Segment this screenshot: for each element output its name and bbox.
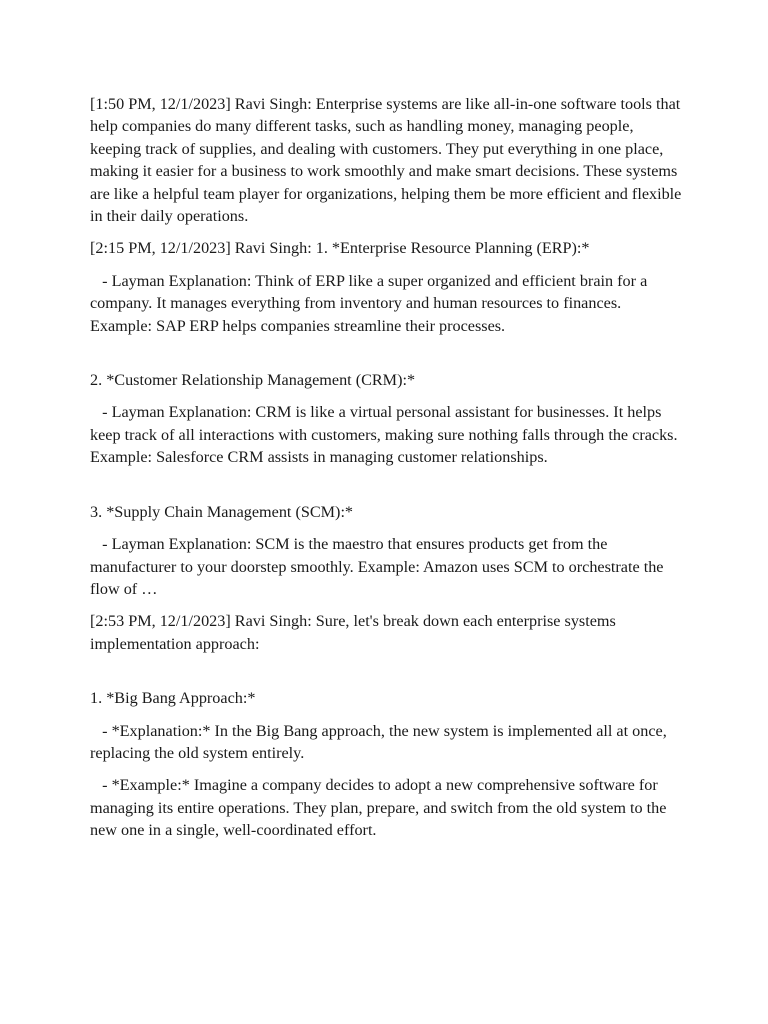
big-bang-heading: 1. *Big Bang Approach:* [90, 689, 256, 708]
big-bang-example: - *Example:* Imagine a company decides to adopt a new comprehensive software for managing its entire operations. They plan, prepare, and switch from the old system to the new one in a single, well-coordinated effort. [90, 776, 671, 840]
scm-explanation: - Layman Explanation: SCM is the maestro that ensures products get from the manufacturer to your doorstep smoothly. Example: Amazon uses SCM to orchestrate the flow of … [90, 535, 668, 598]
message-erp-heading: [2:15 PM, 12/1/2023] Ravi Singh: 1. *Enterprise Resource Planning (ERP):* [90, 239, 590, 258]
erp-explanation: - Layman Explanation: Think of ERP like a super organized and efficient brain for a company. It manages everything from inventory and human resources to finances. Example: SAP ERP helps companies streamline their processes. [90, 271, 652, 335]
crm-explanation: - Layman Explanation: CRM is like a virtual personal assistant for businesses. It helps keep track of all interactions with customers, making sure nothing falls through the cracks. Example: Salesforce CRM assists in managing customer relationships. [90, 403, 682, 467]
big-bang-explanation: - *Explanation:* In the Big Bang approach, the new system is implemented all at once, replacing the old system entirely. [90, 721, 671, 762]
chat-export-text [90, 93, 686, 852]
scm-heading: 3. *Supply Chain Management (SCM):* [90, 502, 354, 521]
crm-heading: 2. *Customer Relationship Management (CRM):* [90, 371, 416, 390]
message-implementation-approach: [2:53 PM, 12/1/2023] Ravi Singh: Sure, let's break down each enterprise systems implementation approach: [90, 612, 620, 653]
message-enterprise-systems-intro: [1:50 PM, 12/1/2023] Ravi Singh: Enterprise systems are like all-in-one software tools that help companies do many different tasks, such as handling money, managing people, keeping track of supplies, and dealing with customers. They put everything in one place, making it easier for a business to work smoothly and make smart decisions. These systems are like a helpful team player for organizations, helping them be more efficient and flexible in their daily operations. [90, 95, 686, 226]
